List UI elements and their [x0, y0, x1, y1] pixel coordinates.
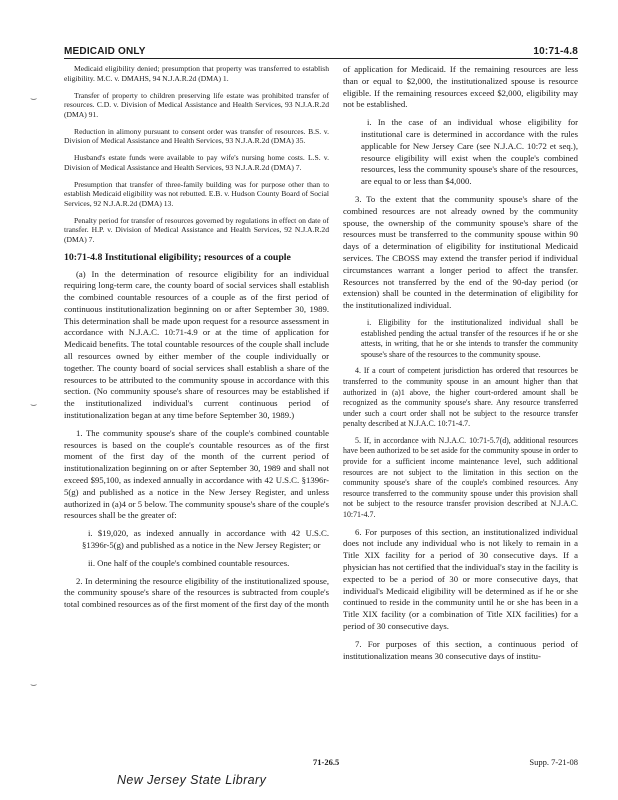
paragraph-a4: 4. If a court of competent jurisdiction has ordered that resources be transferred to the community spouse in an amount higher than that authorized in (a)1 above, the higher court-ordered amount shall be recognized as the community spouse's share. Any resource transferred under such a court order shall not be subject to the resource transfer penalty described at N.J.A.C. 10:71-4.7. — [343, 366, 578, 429]
paragraph-a1-ii: ii. One half of the couple's combined countable resources. — [88, 557, 290, 568]
paragraph-a5: 5. If, in accordance with N.J.A.C. 10:71-5.7(d), additional resources have been authorized to be set aside for the community spouse in order to provide for a sufficient income maintenance level, such additional resources are not subject to the limitation in this section on the community spouse's share of the couple's combined resources. Any resource transferred to the community spouse under this provision shall not be subject to the resource transfer provision described at N.J.A.C. 10:71-4.7. — [343, 435, 578, 520]
supplement-date: Supp. 7-21-08 — [529, 757, 578, 767]
annotation: Presumption that transfer of three-family building was for purpose other than to establish Medicaid eligibility was not rebutted. E.B. v. Hudson County Board of Social Services, 92 N.J.A.R.2d (DMA) 13. — [64, 179, 329, 208]
annotation: Transfer of property to children preserving life estate was prohibited transfer of resources. C.D. v. Division of Medical Assistance and Health Services, 93 N.J.A.R.2d (DMA) 91. — [64, 90, 329, 119]
annotation: Reduction in alimony pursuant to consent order was transfer of resources. B.S. v. Division of Medical Assistance and Health Services, 93 N.J.A.R.2d (DMA) 35. — [64, 126, 329, 145]
paragraph-a2-continued: of application for Medicaid. If the remaining resources are less than or equal to $2,000, the institutionalized spouse is resource eligible. If the remaining resources exceed $2,000, eligibility may not be established. — [343, 64, 578, 110]
paragraph-a: (a) In the determination of resource eligibility for an individual requiring long-term care, the county board of social services shall establish the combined countable resources of a couple as of the first period of continuous institutionalization beginning on or after September 30, 1989. This determination shall be made upon request for a resource assessment in accordance with N.J.A.C. 10:71-4.9 or at the time of application for Medicaid benefits. The total countable resources of the couple shall include all resources owned by either member of the couple individually or together. The county board of social services shall establish a share of the resources to be attributed to the community spouse in accordance with this section. (No community spouse's share of resources may be established if the institutionalized individual's current continuous period of institutionalization began at any time before September 30, 1989.) — [64, 268, 329, 421]
paragraph-a2: 2. In determining the resource eligibility of the institutionalized spouse, the community spouse's share of the resources is subtracted from couple's total combined resources as of the first moment of the first day of the month — [64, 575, 329, 610]
running-header — [64, 41, 578, 57]
annotation: Penalty period for transfer of resources governed by regulations in effect on date of transfer. H.P. v. Division of Medical Assistance and Health Services, 92 N.J.A.R.2d (DMA) 7. — [64, 215, 329, 244]
margin-mark: ⌣ — [30, 398, 38, 411]
paragraph-a1: 1. The community spouse's share of the couple's combined countable resources is based on the couple's countable resources as of the first moment of the first day of the month of the current period of institutionalization beginning on or after September 30, 1989 and shall not exceed $95,100, as indexed annually in accordance with 42 U.S.C. §1396r-5(g) and published as a notice in the New Jersey Register, and unless authorized in (a)4 or 5 below. The community spouse's share of the couple's resources shall be the greater of: — [64, 427, 329, 521]
paragraph-a7: 7. For purposes of this section, a continuous period of institutionalization means 30 consecutive days of institu- — [343, 638, 578, 661]
left-column — [64, 64, 329, 617]
right-column — [343, 64, 578, 668]
paragraph-a6: 6. For purposes of this section, an institutionalized individual does not include any individual who is not likely to remain in a Title XIX facility for a period of 30 consecutive days. If a physician has not certified that the individual's stay in the facility is expected to be a period of 30 or more consecutive days, that individual's Medicaid eligibility will be determined as if he or she continued to reside in the community until he or she has been in a Title XIX facility (or a combination of Title XIX facilities) for a period of 30 consecutive days. — [343, 526, 578, 631]
paragraph-a1-i: i. $19,020, as indexed annually in accordance with 42 U.S.C. §1396r-5(g) and published as a notice in the New Jersey Register; or — [82, 528, 329, 551]
annotation: Medicaid eligibility denied; presumption that property was transferred to establish eligibility. M.C. v. DMAHS, 94 N.J.A.R.2d (DMA) 1. — [64, 64, 329, 83]
paragraph-a3-i: i. Eligibility for the institutionalized individual shall be established pending the actual transfer of the resources if he or she attests, in writing, that he or she intends to transfer the community spouse's share of the resources to the community spouse. — [361, 317, 578, 359]
paragraph-a3: 3. To the extent that the community spouse's share of the combined resources are not already owned by the community spouse, the ownership of the community spouse's share of the resources must be transferred to the community spouse within 90 days of a determination of eligibility for institutional Medicaid services. The CBOSS may extend the transfer period if individual circumstances warrant a longer period to affect the transfer. Resources not transferred by the end of the 90-day period (or extension) shall be counted in the determination of eligibility for the institutionalized individual. — [343, 193, 578, 311]
library-stamp: New Jersey State Library — [117, 773, 267, 787]
header-rule — [64, 58, 578, 59]
margin-mark: ⌣ — [30, 678, 38, 691]
margin-mark: ⌣ — [30, 92, 38, 105]
annotation: Husband's estate funds were available to pay wife's nursing home costs. L.S. v. Division of Medical Assistance and Health Services, 93 N.J.A.R.2d (DMA) 7. — [64, 153, 329, 172]
paragraph-a2-i: i. In the case of an individual whose eligibility for institutional care is determined in accordance with the rules applicable for New Jersey Care (see N.J.A.C. 10:72 et seq.), resource eligibility will exist when the couple's combined resources, less the community spouse's share of the resources, are equal to or less than $4,000. — [361, 117, 578, 187]
header-section-number: 10:71-4.8 — [533, 46, 578, 57]
header-title: MEDICAID ONLY — [64, 46, 146, 57]
page-number: 71-26.5 — [313, 757, 340, 767]
section-title: 10:71-4.8 Institutional eligibility; resources of a couple — [64, 251, 291, 263]
